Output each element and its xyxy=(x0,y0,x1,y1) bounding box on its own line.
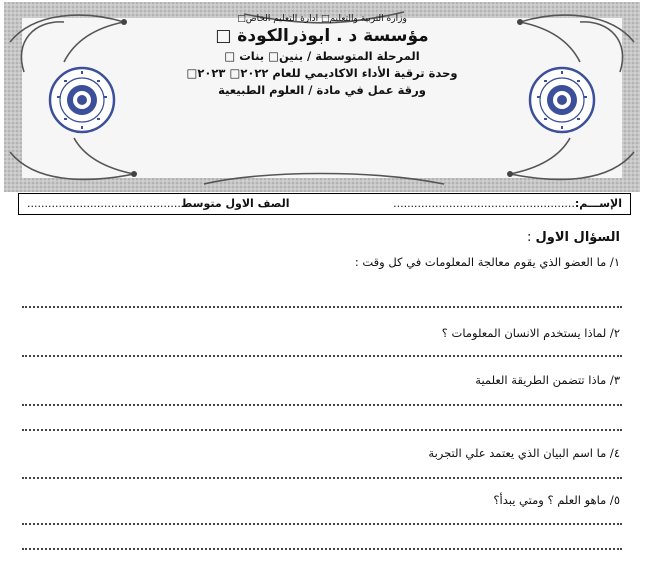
worksheet-title: ورقة عمل في مادة / العلوم الطبيعية xyxy=(218,83,426,97)
question-5: ٥/ ماهو العلم ؟ ومتي يبدأ؟ xyxy=(493,493,620,507)
answer-line-3[interactable] xyxy=(22,404,622,406)
class-label: الصف الاول متوسط xyxy=(180,197,290,210)
unit-line: وحدة ترقية الأداء الاكاديمي للعام ٢٠٢٢□ ٢٠٢٣□ xyxy=(186,66,458,80)
answer-line-2[interactable] xyxy=(22,355,622,357)
answer-line-4[interactable] xyxy=(22,429,622,431)
student-info-box xyxy=(18,193,631,215)
answer-line-6[interactable] xyxy=(22,523,622,525)
answer-line-1[interactable] xyxy=(22,306,622,308)
answer-line-5[interactable] xyxy=(22,477,622,479)
question-2: ٢/ لماذا يستخدم الانسان المعلومات ؟ xyxy=(441,326,620,340)
question-1: ١/ ما العضو الذي يقوم معالجة المعلومات في كل وقت : xyxy=(354,255,620,269)
document-header xyxy=(4,2,640,192)
name-field-dots[interactable]: .................................................... xyxy=(393,197,575,210)
school-seal-left xyxy=(48,66,116,134)
school-seal-right xyxy=(528,66,596,134)
header-text-block xyxy=(154,12,490,97)
question-4: ٤/ ما اسم البيان الذي يعتمد علي التجربة xyxy=(428,446,620,460)
section-title-label: السؤال الاول xyxy=(535,230,620,245)
section-title xyxy=(527,230,620,245)
question-3: ٣/ ماذا تتضمن الطريقة العلمية xyxy=(475,373,620,387)
answer-line-7[interactable] xyxy=(22,548,622,550)
section-title-colon: : xyxy=(527,230,536,245)
stage-line: المرحلة المتوسطة / بنين□ بنات □ xyxy=(224,49,420,63)
class-field-dots[interactable]: ............................................ xyxy=(27,197,181,210)
name-label: الإســـم: xyxy=(574,197,622,210)
ministry-line: وزارة التربية والتعليم□ ادارة التعليم الخاص□ xyxy=(237,14,407,24)
institution-name: مؤسسة د . ابوذرالكودة □ xyxy=(215,26,429,46)
